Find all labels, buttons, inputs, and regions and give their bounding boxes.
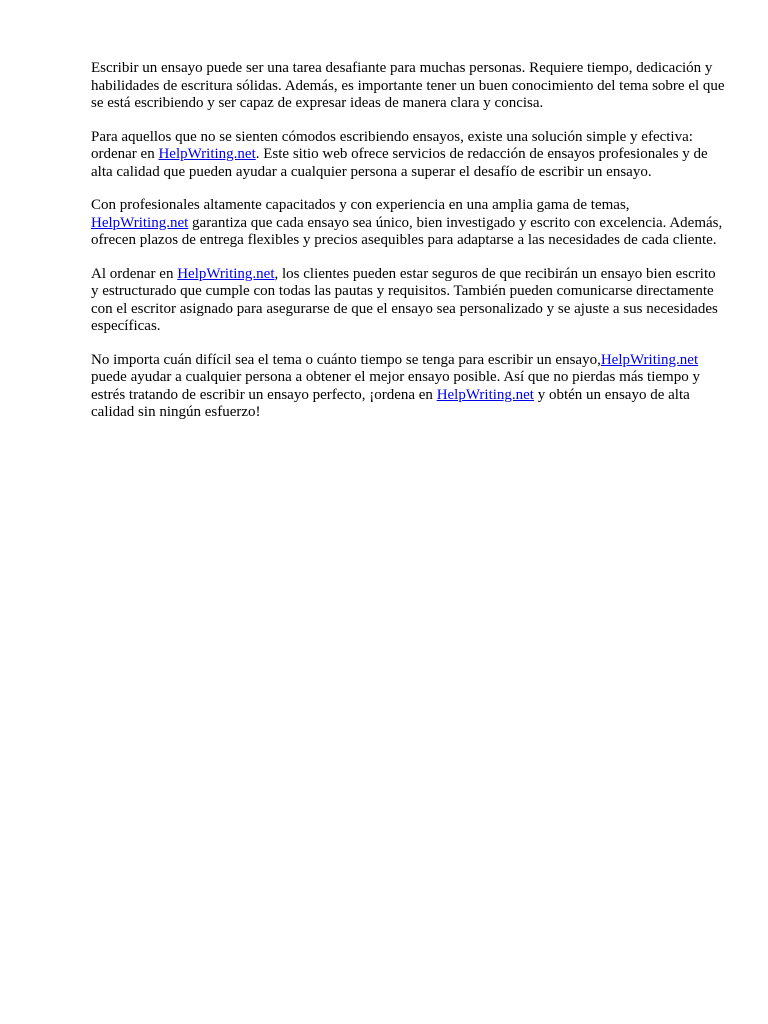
paragraph-text: puede ayudar a cualquier persona a obtener el mejor ensayo posible. Así que no pierdas más tiempo y estrés tratando de escribir un ensayo perfecto, ¡ordena en	[91, 369, 700, 403]
paragraph-text: Escribir un ensayo puede ser una tarea desafiante para muchas personas. Requiere tiempo, dedicación y habilidades de escritura sólidas. Además, es importante tener un buen conocimiento del tema sobre el que se está escribiendo y ser capaz de expresar ideas de manera clara y concisa.	[91, 60, 725, 111]
paragraph-solution	[91, 129, 725, 182]
paragraph-text: Para aquellos que no se sienten cómodos escribiendo ensayos, existe una solución simple y efectiva: ordenar en	[91, 128, 693, 162]
helpwriting-link[interactable]: HelpWriting.net	[177, 265, 275, 282]
paragraph-text: , los clientes pueden estar seguros de que recibirán un ensayo bien escrito y estructurado que cumple con todas las pautas y requisitos. También pueden comunicarse directamente con el escritor asignado para asegurarse de que el ensayo sea personalizado y se ajuste a sus necesidades específicas.	[91, 265, 718, 334]
helpwriting-link[interactable]: HelpWriting.net	[91, 214, 189, 231]
paragraph-conclusion	[91, 352, 725, 422]
paragraph-text: No importa cuán difícil sea el tema o cuánto tiempo se tenga para escribir un ensayo,	[91, 351, 601, 368]
paragraph-intro	[91, 60, 725, 113]
paragraph-text: Al ordenar en	[91, 265, 178, 282]
paragraph-professionals	[91, 197, 725, 250]
helpwriting-link[interactable]: HelpWriting.net	[600, 351, 699, 368]
paragraph-text: Con profesionales altamente capacitados y con experiencia en una amplia gama de temas,	[91, 197, 630, 213]
helpwriting-link[interactable]: HelpWriting.net	[158, 146, 256, 162]
paragraph-ordering	[91, 266, 725, 336]
document-body	[91, 60, 725, 438]
helpwriting-link[interactable]: HelpWriting.net	[436, 386, 534, 403]
paragraph-text: . Este sitio web ofrece servicios de redacción de ensayos profesionales y de alta calidad que pueden ayudar a cualquier persona a superar el desafío de escribir un ensayo.	[91, 146, 708, 180]
paragraph-text: garantiza que cada ensayo sea único, bien investigado y escrito con excelencia. Además, ofrecen plazos de entrega flexibles y precios asequibles para adaptarse a las necesidades de cada cliente.	[91, 214, 723, 248]
paragraph-text: y obtén un ensayo de alta calidad sin ningún esfuerzo!	[91, 386, 690, 420]
